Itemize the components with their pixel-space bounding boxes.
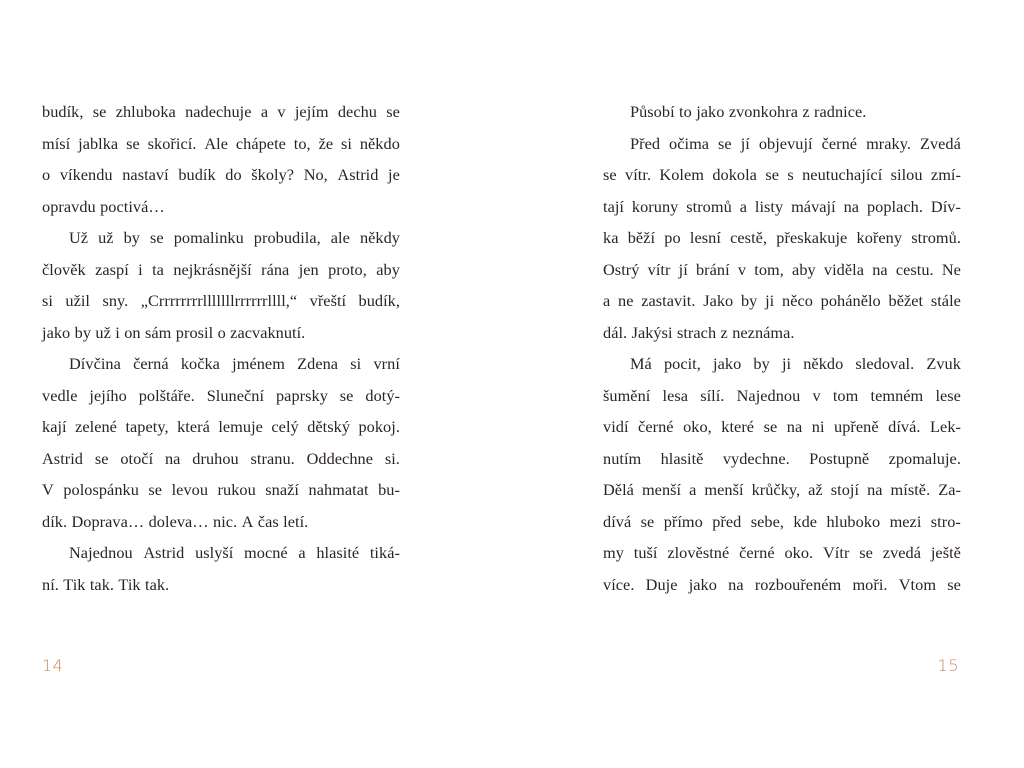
word: Už [69,228,89,247]
word: a [298,543,306,562]
word: nadechuje [185,102,252,121]
word: někdo [803,354,844,373]
word: upřeně [834,417,879,436]
word: mávají [791,196,836,216]
word: to [679,102,692,121]
word: se [718,133,732,153]
word: se [126,133,140,153]
word: aby [376,259,400,279]
word: Zvedá [919,133,961,153]
word: o [217,322,226,342]
word: a [603,291,611,310]
word: bu- [378,480,400,499]
text-line [42,474,400,506]
word: hluboko [826,511,881,531]
text-line [603,285,961,317]
word: Duje [645,574,678,594]
word: oko. [784,543,814,562]
word: snaží [265,480,299,499]
word: jménem [232,354,285,373]
word: rána [261,259,290,279]
word: ale [330,228,350,247]
word: mísí [42,133,71,153]
word: místě. [890,480,931,499]
text-line [42,128,400,160]
word: radnice. [814,102,867,121]
word: vydechne. [722,448,790,468]
page-number-right: 15 [937,656,959,675]
word: polštáře. [138,385,195,405]
text-line [603,317,961,349]
word: z [720,322,728,342]
word: levou [171,480,209,499]
text-line [42,380,400,412]
word: v [812,385,821,405]
text-line [603,348,961,380]
text-line [603,411,961,443]
word: oko, [683,417,712,436]
text-line [42,222,400,254]
word: o [42,165,51,184]
word: temném [870,385,924,405]
word: neznáma. [732,322,795,342]
word: nic. [213,511,238,531]
word: Najednou [736,385,801,405]
word: lesní [689,228,721,247]
word: stojí [830,480,860,499]
word: Za- [938,480,961,499]
word: si [42,291,53,310]
word: vítr [647,259,671,279]
word: moři. [852,574,888,594]
word: je [388,165,400,184]
word: v [737,259,747,279]
word: si. [384,448,400,468]
word: zvonkohra [728,102,798,121]
word: šumění [603,385,651,405]
word: dívá. [888,417,921,436]
word: i [115,322,120,342]
word: pomalinku [173,228,244,247]
word: by [74,322,92,342]
word: vrní [373,354,400,373]
word: Sluneční [206,385,265,405]
text-line [603,380,961,412]
word: kořeny [856,228,903,247]
word: uslyší [195,543,234,562]
word: polospánku [63,480,139,499]
word: černé [821,133,858,153]
word: kají [42,417,67,436]
word: i [138,259,143,279]
word: ta [152,259,164,279]
word: pocit, [663,354,701,373]
word: se [386,102,400,121]
word: budík, [358,291,400,310]
text-line [603,506,961,538]
word: se [640,511,655,531]
word: Dělá [603,480,634,499]
word: Jako [703,291,734,310]
word: nutím [603,448,642,468]
word: kde [793,511,818,531]
word: sledoval. [855,354,915,373]
word: budík, [42,102,84,121]
word: jen [298,259,319,279]
word: tapety, [125,417,169,436]
word: se [763,417,778,436]
word: opravdu [42,196,96,216]
word: Astrid [337,165,379,184]
text-line [42,411,400,443]
word: s [787,165,794,184]
word: po [664,228,681,247]
word: stále [930,291,961,310]
word: otočí [120,448,154,468]
word: kočka [180,354,220,373]
word: lesa [662,385,689,405]
word: hlasité [316,543,360,562]
word: se [150,228,164,247]
word: z [802,102,810,121]
word: dokola [712,165,757,184]
word: nejkrásnější [173,259,252,279]
word: cestě, [730,228,768,247]
text-line [603,537,961,569]
word: stro- [930,511,961,531]
word: v [277,102,286,121]
word: si [341,133,352,153]
word: prosil [175,322,214,342]
word: ji [765,291,775,310]
word: člověk [42,259,86,279]
word: menší [704,480,744,499]
text-line [603,96,961,128]
word: se [859,543,873,562]
word: zlověstné [667,543,730,562]
word: dotý- [365,385,400,405]
word: vedle [42,385,78,405]
word: zvedá [882,543,922,562]
word: lese [935,385,961,405]
word: Má [630,354,652,373]
word: pohánělo [820,291,881,310]
word: se [603,165,617,184]
word: rozbouřeném [754,574,842,594]
word: si [350,354,362,373]
word: zhluboka [115,102,176,121]
word: a [260,102,269,121]
word: zaspí [95,259,129,279]
word: druhou [192,448,239,468]
word: Tik [63,574,86,594]
word: sílí. [700,385,725,405]
word: koruny [631,196,679,216]
word: ka [603,228,619,247]
word: školy? [251,165,295,184]
word: více. [603,574,635,594]
word: objevují [758,133,813,153]
word: aby [792,259,816,279]
word: užil [65,291,91,310]
word: „Crrrrrrrrlllllllrrrrrrllll,“ [140,291,298,310]
text-line [42,159,400,191]
word: celý [271,417,299,436]
word: se [94,448,109,468]
word: Před [630,133,661,153]
word: Vítr [823,543,850,562]
word: to, [293,133,311,153]
word: ne [618,291,634,310]
text-line [42,317,400,349]
word: mezi [889,511,922,531]
word: brání [695,259,730,279]
right-page-text [603,96,961,600]
word: dechu [337,102,377,121]
word: někdy [359,228,400,247]
word: probudila, [253,228,321,247]
word: Postupně [809,448,870,468]
word: před [712,511,742,531]
word: by [753,354,770,373]
word: Doprava… [71,511,145,531]
word: jejího [89,385,127,405]
word: sám [145,322,172,342]
word: zmí- [930,165,961,184]
word: zpomaluje. [888,448,961,468]
word: ní. [42,574,59,594]
text-line [603,569,961,601]
word: tom, [754,259,784,279]
word: by [740,291,758,310]
word: na [872,259,888,279]
word: do [225,165,242,184]
word: na [164,448,181,468]
text-line [42,348,400,380]
text-line [603,254,961,286]
page-number-left: 14 [42,656,64,675]
word: poplach. [866,196,923,216]
word: hlasitě [660,448,704,468]
word: očima [669,133,710,153]
word: poctivá… [100,196,165,216]
word: menší [641,480,682,499]
word: jí [740,133,750,153]
word: Dívčina [69,354,121,373]
word: na [728,574,744,594]
text-line [42,506,400,538]
word: chápete [235,133,286,153]
word: mocné [244,543,288,562]
word: jejím [294,102,329,121]
word: rukou [217,480,256,499]
word: nastaví [122,165,169,184]
text-line [603,128,961,160]
word: tiká- [369,543,400,562]
word: přímo [663,511,703,531]
word: stranu. [250,448,295,468]
word: Astrid [143,543,185,562]
word: dík. [42,511,68,531]
word: No, [303,165,328,184]
word: čas [257,511,279,531]
word: on [124,322,141,342]
word: černé [638,417,674,436]
word: černá [133,354,169,373]
word: jablka [78,133,119,153]
right-page [512,0,1024,768]
text-line [42,443,400,475]
word: Astrid [42,448,84,468]
word: něco [782,291,813,310]
word: sebe, [750,511,784,531]
word: jako [688,574,717,594]
word: pokoj. [358,417,400,436]
word: se [339,385,354,405]
word: Vtom [898,574,937,594]
word: se [92,102,107,121]
left-page-text [42,96,400,600]
word: zacvaknutí. [230,322,306,342]
word: a [689,480,697,499]
word: běžet [888,291,924,310]
word: dívá [603,511,632,531]
word: se [947,574,961,594]
word: lemuje [218,417,263,436]
word: stromů. [911,228,961,247]
word: skořicí. [147,133,197,153]
word: Zdena [297,354,339,373]
word: jí [678,259,688,279]
word: na [867,480,883,499]
text-line [603,443,961,475]
text-line [603,159,961,191]
word: Působí [630,102,675,121]
word: se [765,165,779,184]
word: vidí [603,417,629,436]
word: cestu. [895,259,934,279]
word: jako [696,102,725,121]
word: ni [811,417,825,436]
word: tuší [633,543,658,562]
word: se [148,480,163,499]
text-line [42,285,400,317]
word: ještě [930,543,961,562]
word: na [843,196,860,216]
word: letí. [283,511,309,531]
word: někdo [359,133,400,153]
word: my [603,543,624,562]
text-line [603,191,961,223]
word: Jakýsi [631,322,673,342]
word: Ostrý [603,259,640,279]
word: neutuchající [802,165,883,184]
word: zelené [75,417,117,436]
word: na [786,417,803,436]
word: jako [42,322,71,342]
word: doleva… [148,511,209,531]
word: a [739,196,747,216]
text-line [42,254,400,286]
word: A [241,511,254,531]
word: proto, [328,259,367,279]
word: sny. [102,291,129,310]
word: ji [781,354,792,373]
word: viděla [823,259,864,279]
word: by [123,228,140,247]
word: Ale [204,133,228,153]
word: dětský [307,417,351,436]
word: dál. [603,322,628,342]
word: které [721,417,755,436]
word: Ne [941,259,961,279]
word: Tik [118,574,141,594]
word: už [98,228,114,247]
word: že [318,133,334,153]
word: paprsky [275,385,328,405]
word: silou [890,165,923,184]
word: nahmatat [308,480,369,499]
text-line [42,96,400,128]
word: tak. [145,574,170,594]
word: vřeští [309,291,347,310]
word: stromů [686,196,732,216]
word: tak. [89,574,115,594]
word: jako [713,354,742,373]
word: krůčky, [751,480,801,499]
text-line [603,222,961,254]
word: černé [739,543,775,562]
word: listy [754,196,784,216]
word: mraky. [866,133,911,153]
word: zastavit. [641,291,696,310]
text-line [42,537,400,569]
word: Kolem [659,165,704,184]
word: Lek- [930,417,961,436]
word: už [95,322,111,342]
word: až [808,480,823,499]
word: tají [603,196,624,216]
word: přeskakuje [776,228,848,247]
word: tom [832,385,859,405]
text-line [42,569,400,601]
word: vítr. [625,165,652,184]
word: Dív- [930,196,961,216]
word: Najednou [69,543,133,562]
word: budík [178,165,216,184]
word: strach [676,322,717,342]
word: V [42,480,54,499]
word: Oddechne [306,448,373,468]
text-line [42,191,400,223]
word: víkendu [59,165,113,184]
word: Zvuk [926,354,961,373]
word: běží [627,228,656,247]
word: která [177,417,210,436]
text-line [603,474,961,506]
